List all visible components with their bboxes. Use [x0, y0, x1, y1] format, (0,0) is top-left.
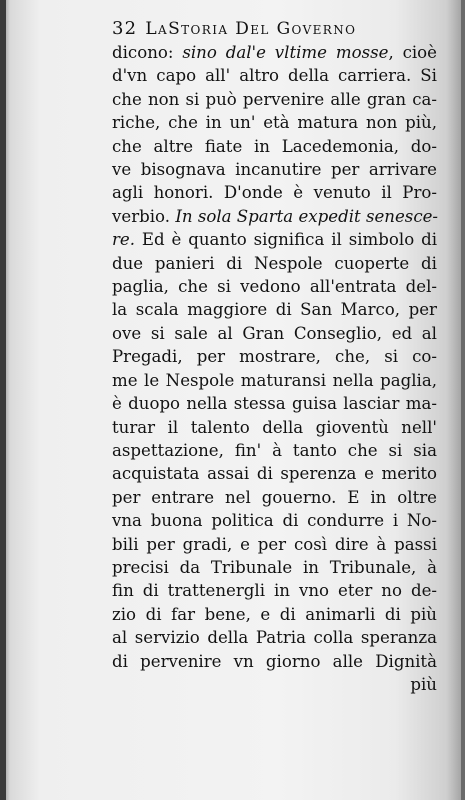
body-text [112, 41, 437, 673]
text-run: di pervenire vn giorno alle Dignità [112, 651, 437, 671]
italic-phrase: In sola Sparta expedit senesce- [175, 206, 439, 226]
text-run: agli honori. D'onde è venuto il Pro- [112, 183, 437, 203]
text-run: Ed è quanto significa il simbolo di [135, 230, 437, 250]
text-run: ove si sale al Gran Conseglio, ed al [112, 323, 437, 343]
text-line [112, 486, 437, 509]
page-edge-shadow [461, 0, 465, 800]
text-line [112, 603, 437, 626]
text-run: me le Nespole maturansi nella paglia, [112, 370, 437, 390]
text-run: è duopo nella stessa guisa lasciar ma- [112, 394, 437, 414]
text-line [112, 556, 437, 579]
text-line [112, 135, 437, 158]
text-line [112, 181, 437, 204]
text-run: riche, che in un' età matura non più, [112, 113, 437, 133]
text-line [112, 439, 437, 462]
text-line [112, 369, 437, 392]
page-gutter-shadow [0, 0, 6, 800]
text-run: verbio. [112, 206, 176, 226]
text-line [112, 158, 437, 181]
text-run: per entrare nel gouerno. E in oltre [112, 487, 437, 507]
text-line [112, 579, 437, 602]
text-run: aspettazione, fin' à tanto che si sia [112, 440, 437, 460]
text-run: zio di far bene, e di animarli di più [112, 604, 437, 624]
text-line [112, 626, 437, 649]
text-run: d'vn capo all' altro della carriera. Si [112, 66, 437, 86]
text-line [112, 650, 437, 673]
text-line [112, 462, 437, 485]
text-line [112, 533, 437, 556]
text-line [112, 228, 437, 251]
catchword: più [410, 674, 437, 694]
text-line [112, 509, 437, 532]
text-run: che non si può pervenire alle gran ca- [112, 89, 437, 109]
text-run: due panieri di Nespole cuoperte di [112, 253, 437, 273]
text-line [112, 345, 437, 368]
text-run: bili per gradi, e per così dire à passi [112, 534, 437, 554]
text-line [112, 111, 437, 134]
text-run: turar il talento della gioventù nell' [112, 417, 437, 437]
text-run: , cioè [388, 43, 437, 62]
text-run: la scala maggiore di San Marco, per [112, 300, 437, 320]
text-run: vna buona politica di condurre i No- [112, 511, 437, 531]
text-run: Pregadi, per mostrare, che, si co- [112, 347, 437, 367]
text-line [112, 252, 437, 275]
text-run: al servizio della Patria colla speranza [112, 628, 437, 648]
text-run: che altre fiate in Lacedemonia, do- [112, 136, 437, 156]
text-line [112, 41, 437, 64]
text-line [112, 416, 437, 439]
text-block [112, 18, 437, 696]
text-run: paglia, che si vedono all'entrata del- [112, 277, 437, 297]
text-run: dicono: [112, 43, 183, 62]
text-line [112, 298, 437, 321]
text-line [112, 275, 437, 298]
italic-phrase: re. [112, 230, 136, 250]
page-number: 32 [112, 18, 138, 39]
text-line [112, 88, 437, 111]
running-head: LaStoria Del Governo [145, 19, 357, 39]
text-line [112, 205, 437, 228]
text-line [112, 392, 437, 415]
text-run: ve bisognava incanutire per arrivare [112, 160, 437, 180]
page-header [112, 18, 437, 39]
text-run: acquistata assai di sperenza e merito [112, 464, 437, 484]
text-run: fin di trattenergli in vno eter no de- [112, 581, 437, 601]
text-run: precisi da Tribunale in Tribunale, à [112, 557, 437, 577]
text-line [112, 322, 437, 345]
text-line [112, 64, 437, 87]
italic-phrase: sino dal'e vltime mosse [182, 43, 389, 62]
